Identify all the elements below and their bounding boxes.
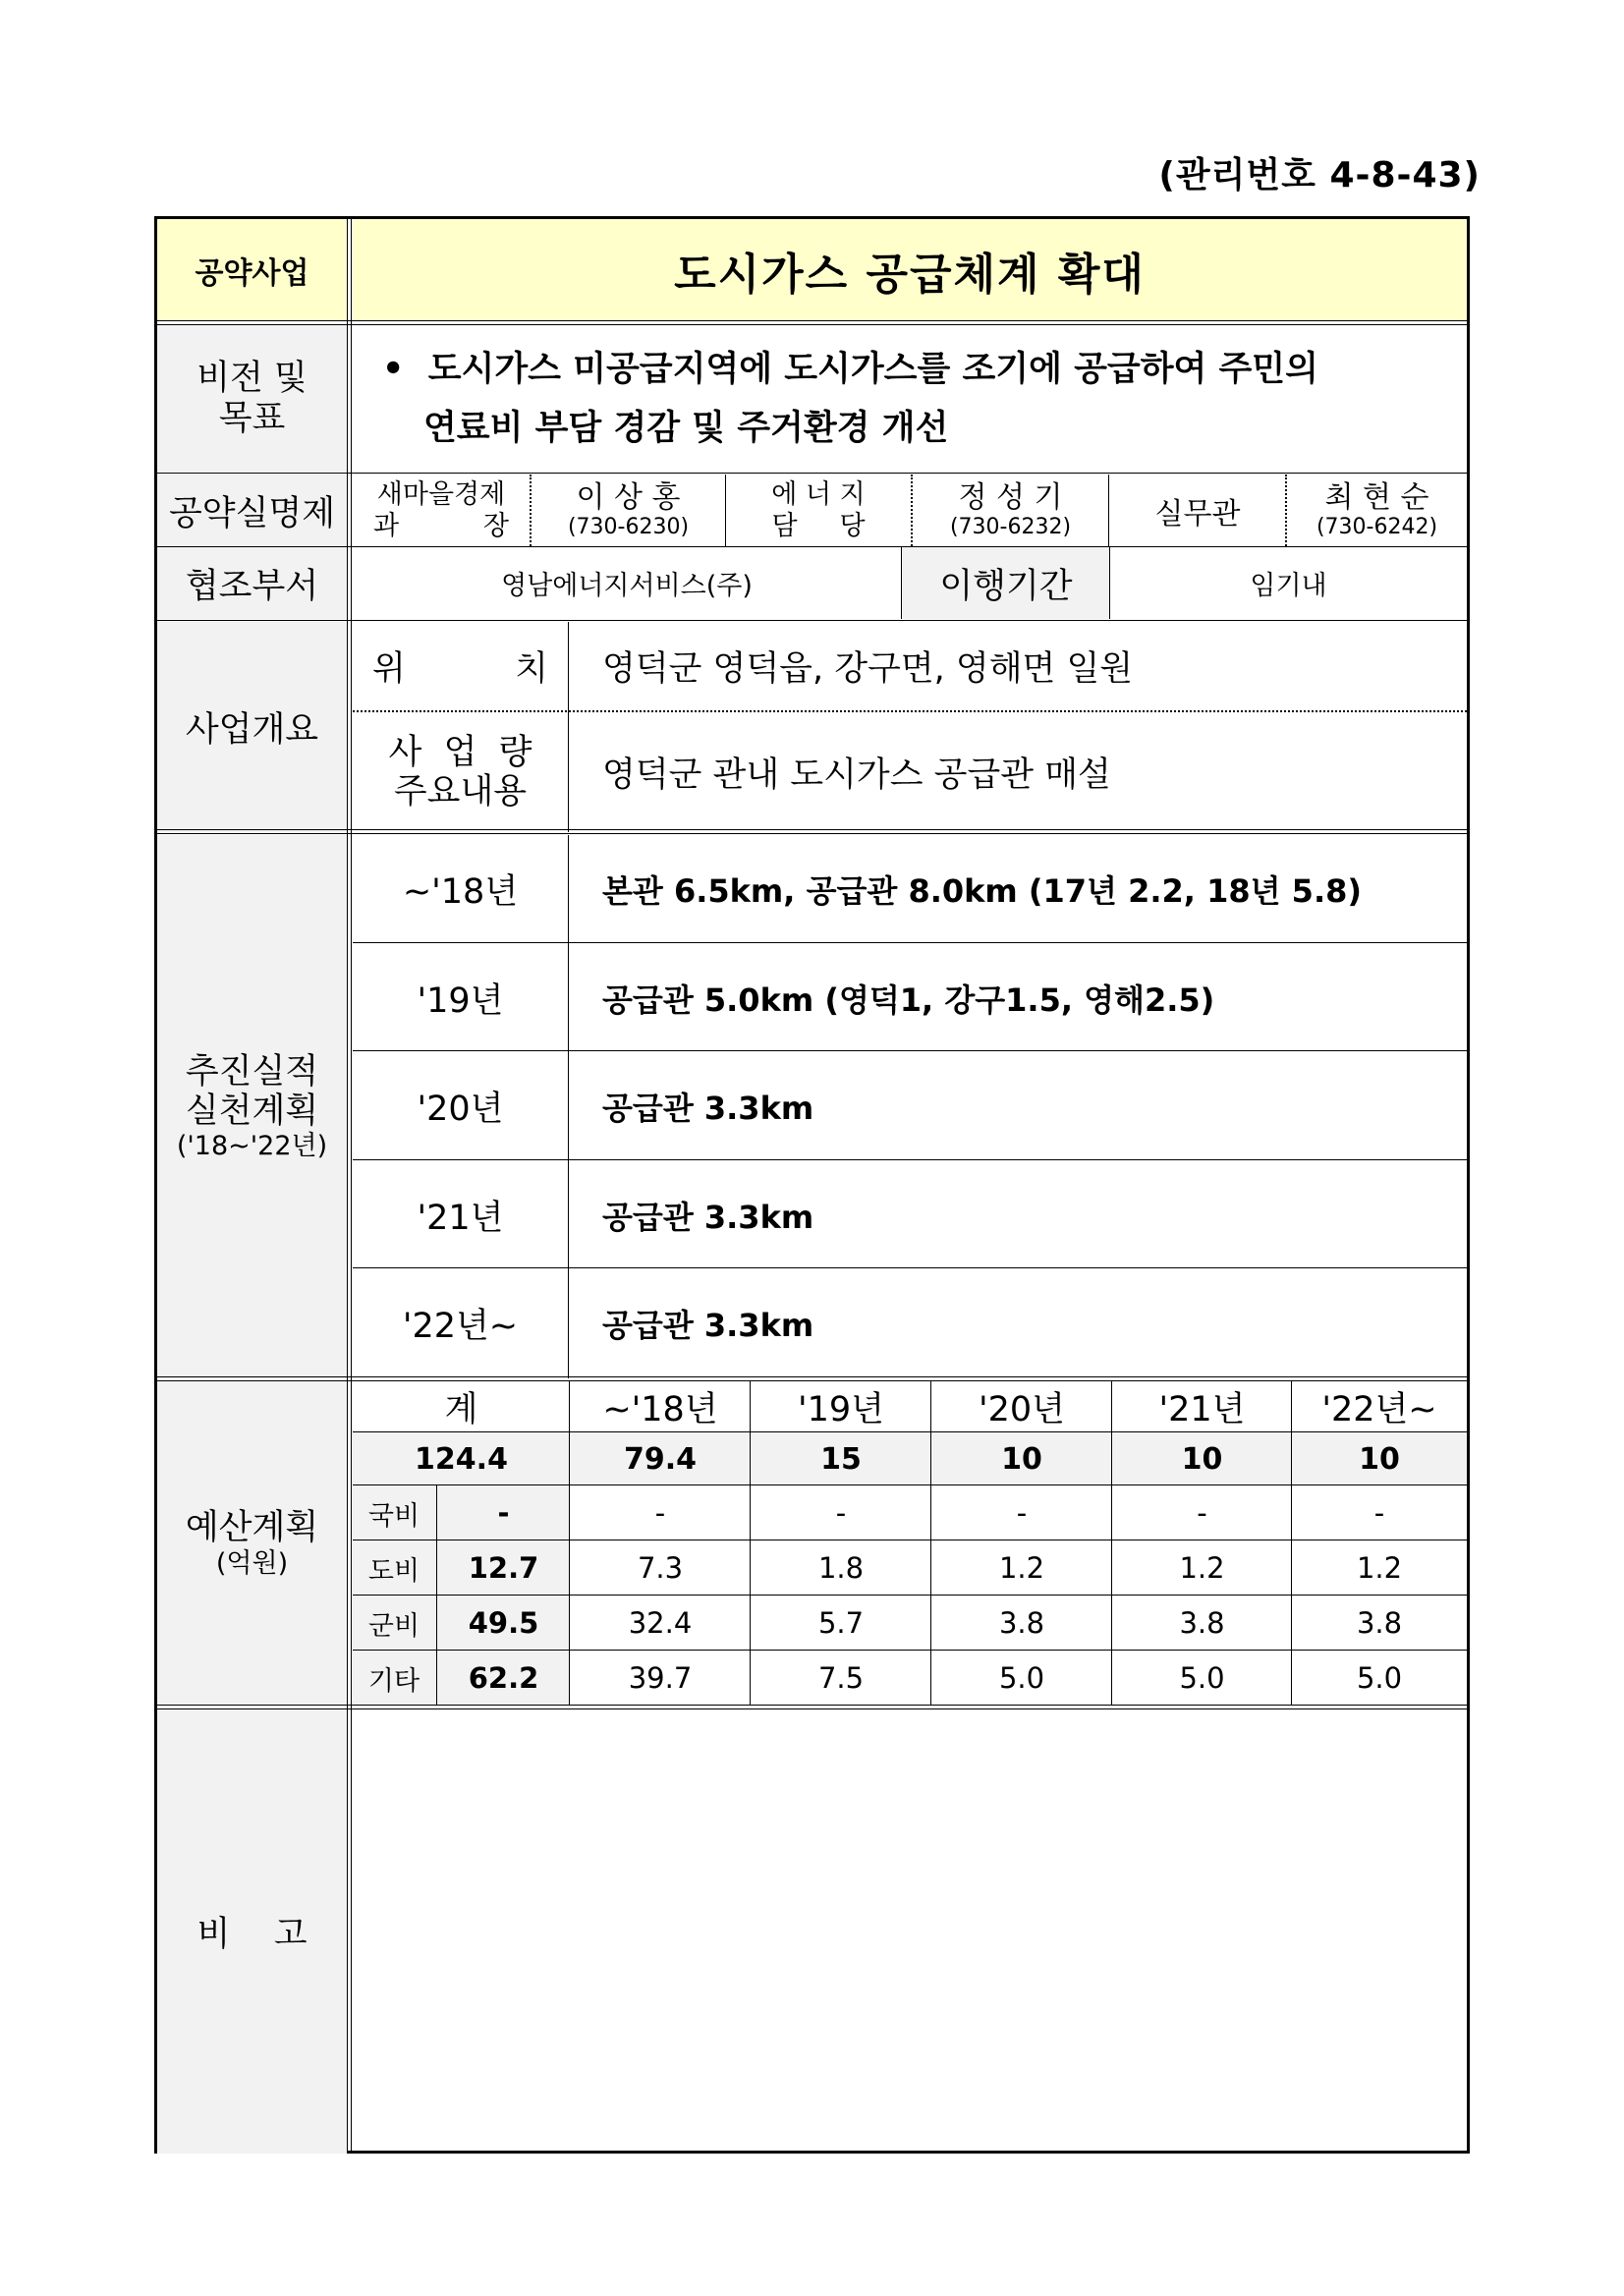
overview-label: 사업개요 (157, 622, 347, 832)
budget-value: 1.2 (1179, 1551, 1225, 1585)
budget-value: - (654, 1496, 666, 1530)
vision-content (353, 325, 1467, 472)
cooperation-value: 영남에너지서비스(주) (501, 571, 753, 601)
amount-label (353, 712, 568, 832)
budget-total: 10 (1292, 1432, 1467, 1485)
accountability-dept (353, 475, 530, 546)
budget-subtotal: - (437, 1485, 570, 1540)
budget-source: 기타 (353, 1651, 435, 1706)
accountability-person2 (912, 475, 1109, 546)
budget-total: 15 (751, 1432, 931, 1485)
person3-phone: (730-6242) (1316, 515, 1438, 540)
progress-label-line3: ('18~'22년) (176, 1131, 328, 1162)
cooperation-label: 협조부서 (157, 547, 347, 619)
accountability-person1 (532, 475, 725, 546)
vision-label-line2: 목표 (218, 398, 286, 438)
budget-subtotal: 62.2 (437, 1651, 570, 1706)
location-label: 위 치 (372, 649, 548, 689)
person2-phone: (730-6232) (949, 515, 1072, 540)
budget-source: 군비 (353, 1596, 435, 1651)
period-label: 이행기간 (903, 547, 1109, 619)
budget-value: 5.7 (817, 1606, 865, 1640)
budget-value: 3.8 (1179, 1606, 1225, 1640)
role2-line1: 에 너 지 (771, 479, 866, 511)
progress-year: '20년 (417, 1089, 504, 1129)
remarks-value (353, 1709, 1467, 2154)
accountability-role3: 실무관 (1154, 496, 1241, 532)
budget-value: 7.3 (637, 1551, 684, 1585)
accountability-label: 공약실명제 (157, 475, 347, 546)
budget-value: 5.0 (998, 1661, 1045, 1695)
budget-header: 계 (444, 1390, 478, 1429)
budget-value: 32.4 (628, 1606, 693, 1640)
budget-header: '22년~ (1321, 1390, 1437, 1429)
budget-value: 39.7 (628, 1661, 693, 1695)
person3-name: 최 현 순 (1324, 479, 1429, 515)
budget-value: 5.0 (1356, 1661, 1403, 1695)
amount-label-line2: 주요내용 (393, 772, 528, 812)
remarks-label: 비 고 (157, 1709, 347, 2154)
progress-text: 본관 6.5km, 공급관 8.0km (17년 2.2, 18년 5.8) (602, 871, 1362, 910)
pledge-form-table (154, 216, 1470, 2154)
accountability-person3 (1287, 475, 1467, 546)
location-value: 영덕군 영덕읍, 강구면, 영해면 일원 (602, 649, 1134, 689)
vision-line1: 도시가스 미공급지역에 도시가스를 조기에 공급하여 주민의 (427, 349, 1318, 389)
budget-subtotal: 12.7 (437, 1540, 570, 1596)
budget-value: 5.0 (1179, 1661, 1225, 1695)
amount-value: 영덕군 관내 도시가스 공급관 매설 (602, 756, 1111, 795)
budget-header: '21년 (1158, 1390, 1246, 1429)
budget-value: - (1197, 1496, 1207, 1530)
budget-value: 7.5 (817, 1661, 865, 1695)
progress-year: '19년 (417, 980, 504, 1021)
budget-value: 1.2 (998, 1551, 1045, 1585)
budget-total: 10 (1112, 1432, 1292, 1485)
progress-label-line1: 추진실적 (185, 1051, 319, 1092)
budget-total: 124.4 (353, 1432, 570, 1485)
budget-total: 79.4 (570, 1432, 751, 1485)
budget-value: - (1016, 1496, 1028, 1530)
dept-line1: 새마을경제 (376, 479, 506, 511)
role2-line2: 담 당 (771, 510, 866, 541)
budget-header: ~'18년 (602, 1390, 718, 1429)
budget-value: - (835, 1496, 847, 1530)
management-number: (관리번호 4-8-43) (1158, 155, 1481, 196)
progress-label (157, 835, 347, 1378)
vision-label-line1: 비전 및 (196, 359, 308, 399)
progress-year: '21년 (417, 1198, 504, 1238)
pledge-title: 도시가스 공급체계 확대 (353, 219, 1467, 320)
pledge-label: 공약사업 (157, 219, 347, 320)
budget-source: 국비 (353, 1485, 435, 1540)
budget-value: 1.2 (1356, 1551, 1403, 1585)
progress-year: '22년~ (402, 1306, 519, 1346)
budget-header: '20년 (979, 1390, 1065, 1429)
budget-label-line2: (억원) (215, 1547, 289, 1579)
budget-value: 3.8 (1356, 1606, 1403, 1640)
vision-bullet: • (382, 349, 405, 389)
progress-text: 공급관 3.3km (602, 1306, 814, 1344)
person1-name: 이 상 홍 (576, 479, 681, 515)
budget-label (157, 1381, 347, 1706)
progress-text: 공급관 5.0km (영덕1, 강구1.5, 영해2.5) (602, 980, 1215, 1019)
progress-text: 공급관 3.3km (602, 1198, 814, 1236)
amount-label-line1: 사 업 량 (388, 732, 532, 772)
budget-value: 1.8 (817, 1551, 865, 1585)
period-value: 임기내 (1250, 571, 1327, 601)
dept-line2: 과 장 (373, 510, 509, 541)
budget-header: '19년 (798, 1390, 884, 1429)
budget-label-line1: 예산계획 (185, 1508, 319, 1548)
progress-label-line2: 실천계획 (185, 1091, 319, 1131)
budget-subtotal: 49.5 (437, 1596, 570, 1651)
progress-year: ~'18년 (402, 871, 519, 912)
vision-label (157, 325, 347, 472)
accountability-role2 (725, 475, 912, 546)
person1-phone: (730-6230) (567, 515, 690, 540)
budget-value: - (1373, 1496, 1385, 1530)
budget-value: 3.8 (998, 1606, 1045, 1640)
budget-source: 도비 (353, 1540, 435, 1596)
budget-total: 10 (931, 1432, 1112, 1485)
person2-name: 정 성 기 (958, 479, 1063, 515)
progress-text: 공급관 3.3km (602, 1089, 814, 1127)
vision-line2: 연료비 부담 경감 및 주거환경 개선 (423, 408, 949, 448)
